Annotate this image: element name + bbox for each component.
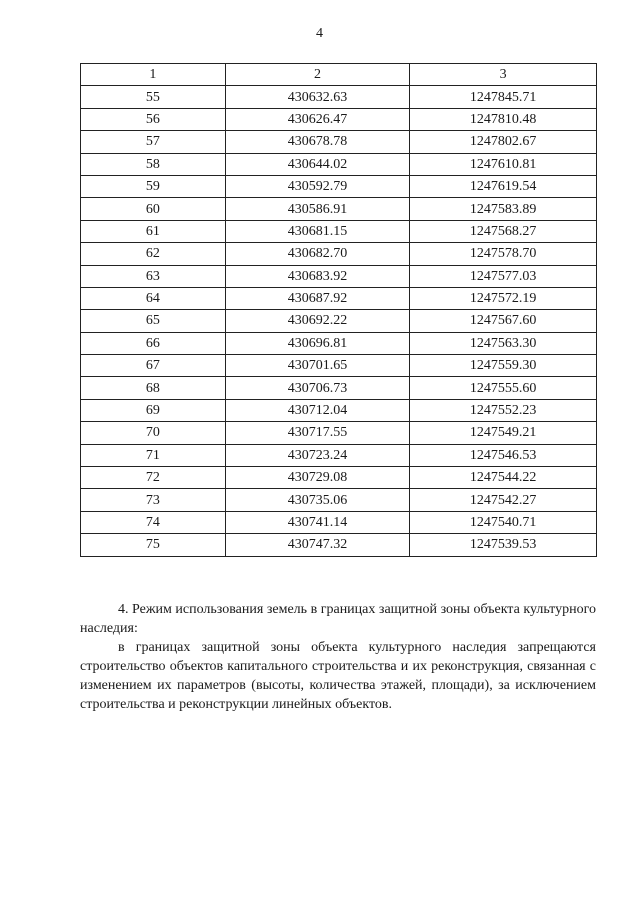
table-row	[81, 287, 597, 309]
column-header: 1	[81, 64, 226, 86]
point-number-cell: 73	[81, 489, 226, 511]
y-coordinate-cell: 1247845.71	[410, 86, 597, 108]
point-number-cell: 59	[81, 175, 226, 197]
column-header: 3	[410, 64, 597, 86]
x-coordinate-cell: 430683.92	[225, 265, 410, 287]
y-coordinate-cell: 1247546.53	[410, 444, 597, 466]
y-coordinate-cell: 1247610.81	[410, 153, 597, 175]
table-row	[81, 198, 597, 220]
y-coordinate-cell: 1247555.60	[410, 377, 597, 399]
x-coordinate-cell: 430741.14	[225, 511, 410, 533]
table-row	[81, 175, 597, 197]
table-row	[81, 310, 597, 332]
table-row	[81, 265, 597, 287]
y-coordinate-cell: 1247544.22	[410, 467, 597, 489]
point-number-cell: 67	[81, 355, 226, 377]
table-row	[81, 355, 597, 377]
table-row	[81, 422, 597, 444]
table-body	[81, 86, 597, 556]
table-header-row	[81, 64, 597, 86]
table-row	[81, 86, 597, 108]
table-row	[81, 511, 597, 533]
y-coordinate-cell: 1247549.21	[410, 422, 597, 444]
x-coordinate-cell: 430747.32	[225, 534, 410, 556]
restriction-paragraph: в границах защитной зоны объекта культурного наследия запрещаются строительство объектов капитального строительства и их реконструкция, связанная с изменением их параметров (высоты, количества этажей, площади), за исключением строительства и реконструкции линейных объектов.	[80, 640, 596, 712]
table-row	[81, 377, 597, 399]
point-number-cell: 60	[81, 198, 226, 220]
x-coordinate-cell: 430678.78	[225, 131, 410, 153]
y-coordinate-cell: 1247568.27	[410, 220, 597, 242]
y-coordinate-cell: 1247559.30	[410, 355, 597, 377]
point-number-cell: 68	[81, 377, 226, 399]
y-coordinate-cell: 1247577.03	[410, 265, 597, 287]
point-number-cell: 64	[81, 287, 226, 309]
y-coordinate-cell: 1247539.53	[410, 534, 597, 556]
body-text	[80, 600, 596, 714]
x-coordinate-cell: 430735.06	[225, 489, 410, 511]
table-row	[81, 332, 597, 354]
table-row	[81, 444, 597, 466]
y-coordinate-cell: 1247552.23	[410, 399, 597, 421]
point-number-cell: 65	[81, 310, 226, 332]
point-number-cell: 63	[81, 265, 226, 287]
x-coordinate-cell: 430692.22	[225, 310, 410, 332]
section-heading-paragraph: 4. Режим использования земель в границах защитной зоны объекта культурного наследия:	[80, 602, 596, 636]
x-coordinate-cell: 430701.65	[225, 355, 410, 377]
x-coordinate-cell: 430632.63	[225, 86, 410, 108]
point-number-cell: 72	[81, 467, 226, 489]
y-coordinate-cell: 1247578.70	[410, 243, 597, 265]
table-row	[81, 489, 597, 511]
coordinates-table	[80, 63, 597, 557]
x-coordinate-cell: 430696.81	[225, 332, 410, 354]
x-coordinate-cell: 430729.08	[225, 467, 410, 489]
point-number-cell: 71	[81, 444, 226, 466]
table-row	[81, 467, 597, 489]
x-coordinate-cell: 430592.79	[225, 175, 410, 197]
x-coordinate-cell: 430586.91	[225, 198, 410, 220]
x-coordinate-cell: 430626.47	[225, 108, 410, 130]
point-number-cell: 57	[81, 131, 226, 153]
table-row	[81, 534, 597, 556]
point-number-cell: 74	[81, 511, 226, 533]
y-coordinate-cell: 1247542.27	[410, 489, 597, 511]
table-row	[81, 153, 597, 175]
y-coordinate-cell: 1247810.48	[410, 108, 597, 130]
table-row	[81, 243, 597, 265]
y-coordinate-cell: 1247567.60	[410, 310, 597, 332]
y-coordinate-cell: 1247583.89	[410, 198, 597, 220]
y-coordinate-cell: 1247619.54	[410, 175, 597, 197]
table-row	[81, 220, 597, 242]
point-number-cell: 69	[81, 399, 226, 421]
table-row	[81, 131, 597, 153]
point-number-cell: 66	[81, 332, 226, 354]
y-coordinate-cell: 1247563.30	[410, 332, 597, 354]
table-row	[81, 108, 597, 130]
point-number-cell: 58	[81, 153, 226, 175]
y-coordinate-cell: 1247540.71	[410, 511, 597, 533]
x-coordinate-cell: 430723.24	[225, 444, 410, 466]
x-coordinate-cell: 430706.73	[225, 377, 410, 399]
x-coordinate-cell: 430687.92	[225, 287, 410, 309]
page-number: 4	[316, 26, 323, 41]
point-number-cell: 55	[81, 86, 226, 108]
y-coordinate-cell: 1247572.19	[410, 287, 597, 309]
point-number-cell: 62	[81, 243, 226, 265]
point-number-cell: 56	[81, 108, 226, 130]
point-number-cell: 70	[81, 422, 226, 444]
point-number-cell: 75	[81, 534, 226, 556]
column-header: 2	[225, 64, 410, 86]
x-coordinate-cell: 430717.55	[225, 422, 410, 444]
x-coordinate-cell: 430644.02	[225, 153, 410, 175]
table-row	[81, 399, 597, 421]
x-coordinate-cell: 430682.70	[225, 243, 410, 265]
x-coordinate-cell: 430681.15	[225, 220, 410, 242]
point-number-cell: 61	[81, 220, 226, 242]
x-coordinate-cell: 430712.04	[225, 399, 410, 421]
y-coordinate-cell: 1247802.67	[410, 131, 597, 153]
